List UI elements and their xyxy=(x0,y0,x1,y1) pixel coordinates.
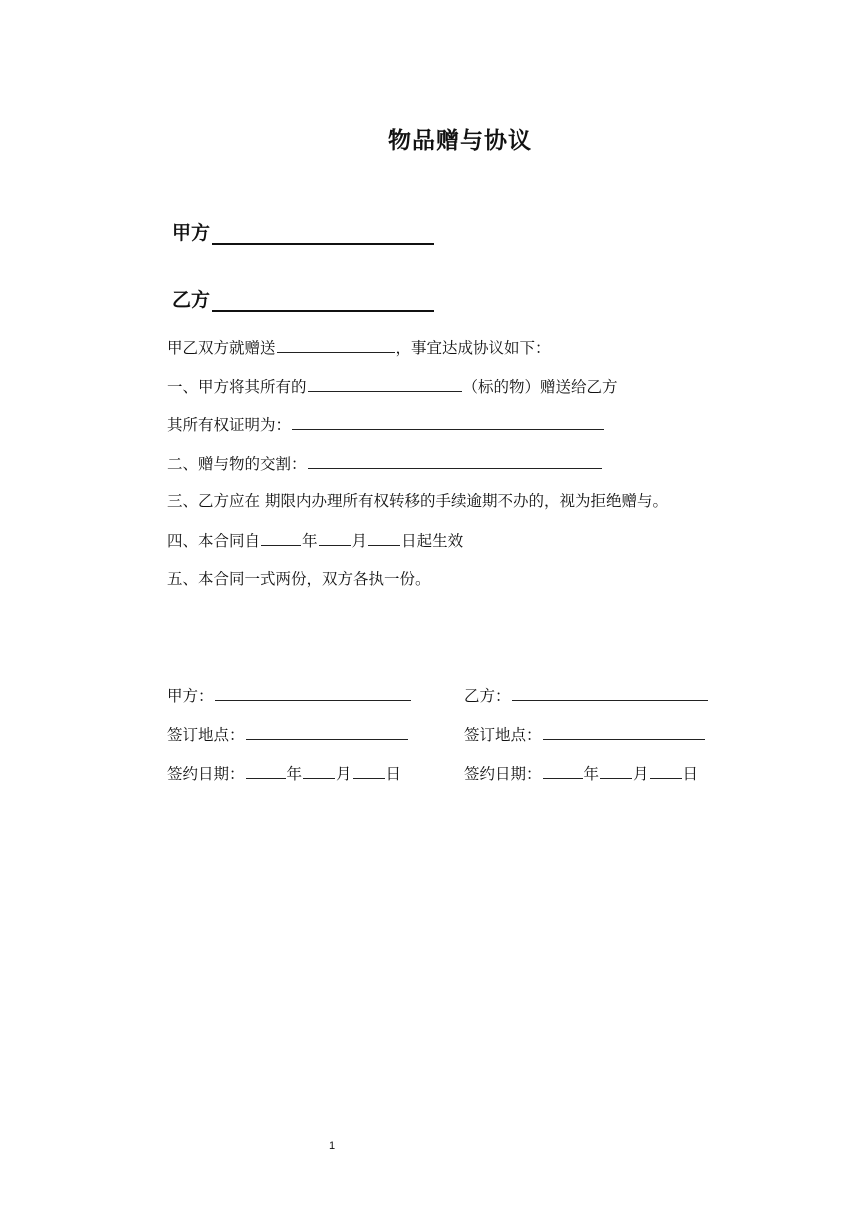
effective-day-blank[interactable] xyxy=(368,530,400,546)
sig-left-place-label: 签订地点： xyxy=(167,726,245,744)
intro-line xyxy=(167,337,551,358)
sig-left-year: 年 xyxy=(286,765,303,783)
sig-left-party-label: 甲方： xyxy=(167,687,214,705)
sig-right-party-label: 乙方： xyxy=(464,687,511,705)
party-a-label: 甲方 xyxy=(172,222,211,244)
clause-4-day: 日起生效 xyxy=(401,532,464,550)
clause-2-number: 二、 xyxy=(167,455,199,473)
sig-left-place xyxy=(167,724,409,745)
clause-4 xyxy=(167,530,463,551)
sig-left-day: 日 xyxy=(385,765,402,783)
delivery-blank[interactable] xyxy=(308,453,602,469)
sig-left-date-label: 签约日期： xyxy=(167,765,245,783)
sig-right-month-blank[interactable] xyxy=(600,763,632,779)
clause-2-prefix: 赠与物的交割： xyxy=(198,455,307,473)
clause-4-year: 年 xyxy=(302,532,318,550)
document-title: 物品赠与协议 xyxy=(388,128,532,154)
party-b-heading xyxy=(172,285,434,312)
party-a-blank[interactable] xyxy=(212,225,434,245)
intro-prefix: 甲乙双方就赠送 xyxy=(167,339,276,357)
clause-5-number: 五、 xyxy=(167,570,199,588)
intro-suffix: ，事宜达成协议如下： xyxy=(395,339,551,357)
clause-1 xyxy=(167,376,618,397)
sig-right-day-blank[interactable] xyxy=(650,763,682,779)
party-b-label: 乙方 xyxy=(172,289,211,311)
clause-3-number: 三、 xyxy=(167,492,199,510)
ownership-blank[interactable] xyxy=(292,414,604,430)
sig-left-year-blank[interactable] xyxy=(246,763,286,779)
gift-blank[interactable] xyxy=(277,337,395,353)
sig-left-place-blank[interactable] xyxy=(246,724,408,740)
sig-right-month: 月 xyxy=(633,765,649,783)
clause-1-number: 一、 xyxy=(167,378,199,396)
clause-1-suffix: （标的物）赠送给乙方 xyxy=(462,378,618,396)
sig-right-place-blank[interactable] xyxy=(543,724,705,740)
ownership-label: 其所有权证明为： xyxy=(167,416,292,434)
clause-4-month: 月 xyxy=(351,532,368,550)
sig-right-party-blank[interactable] xyxy=(512,685,708,701)
sig-right-party xyxy=(464,685,709,706)
clause-1-prefix: 甲方将其所有的 xyxy=(198,378,307,396)
sig-right-place-label: 签订地点： xyxy=(464,726,542,744)
sig-left-month: 月 xyxy=(336,765,352,783)
clause-4-number: 四、 xyxy=(167,532,199,550)
party-a-heading xyxy=(172,218,434,245)
sig-right-place xyxy=(464,724,706,745)
sig-left-day-blank[interactable] xyxy=(353,763,385,779)
clause-4-prefix: 本合同自 xyxy=(198,532,261,550)
clause-2 xyxy=(167,453,603,474)
clause-3-text: 乙方应在 期限内办理所有权转移的手续逾期不办的，视为拒绝赠与。 xyxy=(198,492,668,510)
clause-5-text: 本合同一式两份，双方各执一份。 xyxy=(198,570,431,588)
clause-3 xyxy=(167,491,668,511)
sig-left-party-blank[interactable] xyxy=(215,685,411,701)
clause-5 xyxy=(167,569,431,589)
sig-left-party xyxy=(167,685,412,706)
party-b-blank[interactable] xyxy=(212,292,434,312)
object-blank[interactable] xyxy=(308,376,462,392)
effective-month-blank[interactable] xyxy=(319,530,351,546)
sig-left-date xyxy=(167,763,401,784)
sig-left-month-blank[interactable] xyxy=(303,763,335,779)
sig-right-year: 年 xyxy=(583,765,600,783)
sig-right-year-blank[interactable] xyxy=(543,763,583,779)
page-number: 1 xyxy=(329,1140,336,1152)
clause-1-ownership xyxy=(167,414,605,435)
sig-right-date xyxy=(464,763,698,784)
sig-right-day: 日 xyxy=(682,765,699,783)
effective-year-blank[interactable] xyxy=(261,530,301,546)
sig-right-date-label: 签约日期： xyxy=(464,765,542,783)
